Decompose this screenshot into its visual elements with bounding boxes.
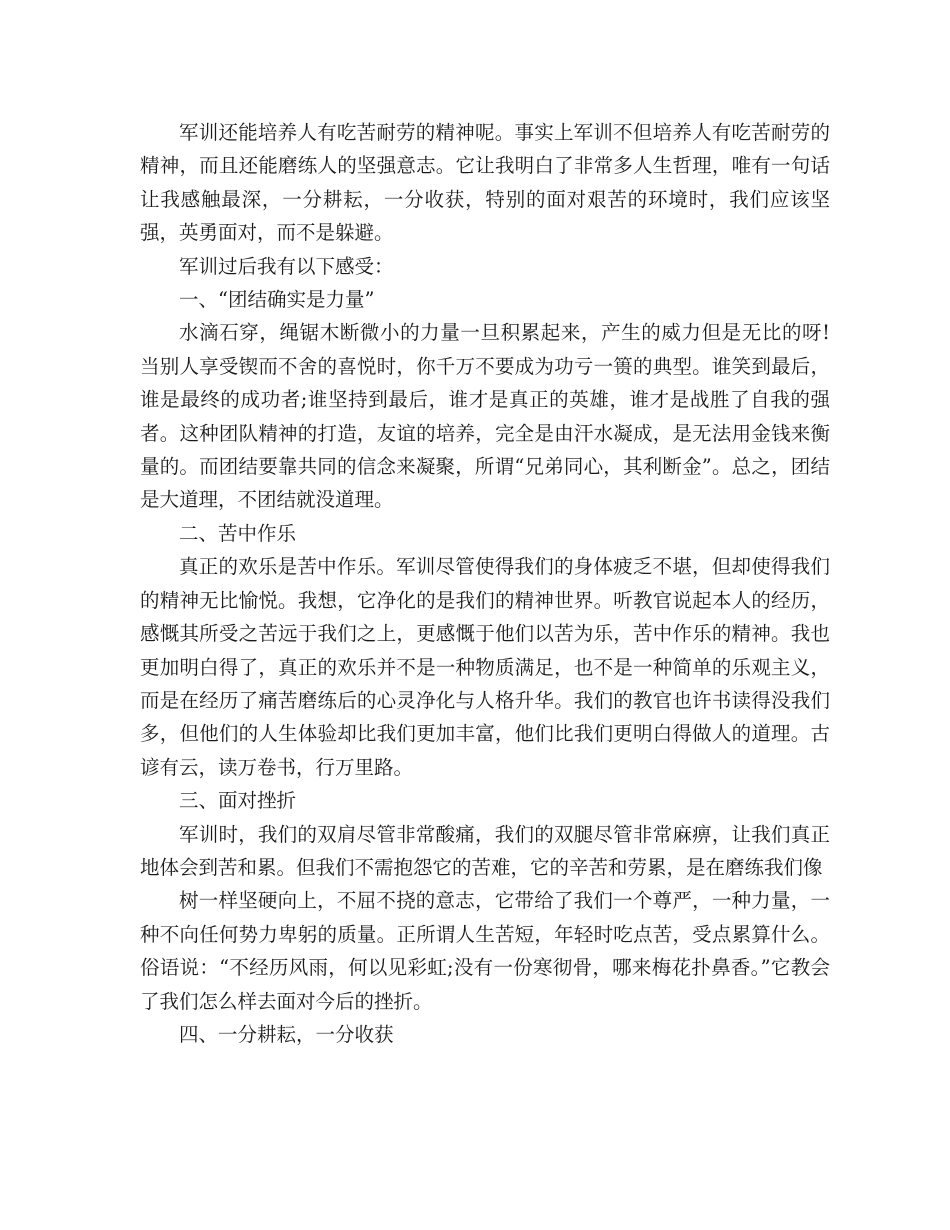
paragraph-facing-setbacks-continued: 树一样坚硬向上，不屈不挠的意志，它带给了我们一个尊严，一种力量，一种不向任何势力卑躬的质量。正所谓人生苦短，年轻时吃点苦，受点累算什么。俗语说：“不经历风雨，何以见彩虹;没有一份寒彻骨，哪来梅花扑鼻香。”它教会了我们怎么样去面对今后的挫折。 <box>140 889 830 1013</box>
section-heading-facing-setbacks: 三、面对挫折 <box>179 789 297 813</box>
section-heading-joy-in-hardship: 二、苦中作乐 <box>179 521 297 545</box>
document-body <box>140 116 830 1051</box>
paragraph-joy-in-hardship: 真正的欢乐是苦中作乐。军训尽管使得我们的身体疲乏不堪，但却使得我们的精神无比愉悦。我想，它净化的是我们的精神世界。听教官说起本人的经历，感慨其所受之苦远于我们之上，更感慨于他们以苦为乐，苦中作乐的精神。我也更加明白得了，真正的欢乐并不是一种物质满足，也不是一种简单的乐观主义，而是在经历了痛苦磨练后的心灵净化与人格升华。我们的教官也许书读得没我们多，但他们的人生体验却比我们更加丰富，他们比我们更明白得做人的道理。古谚有云，读万卷书，行万里路。 <box>140 555 830 779</box>
section-heading-effort-reward: 四、一分耕耘，一分收获 <box>179 1022 394 1046</box>
paragraph-feelings-lead: 军训过后我有以下感受： <box>179 254 394 278</box>
paragraph-intro: 军训还能培养人有吃苦耐劳的精神呢。事实上军训不但培养人有吃苦耐劳的精神，而且还能磨练人的坚强意志。它让我明白了非常多人生哲理，唯有一句话让我感触最深，一分耕耘，一分收获，特别的面对艰苦的环境时，我们应该坚强，英勇面对，而不是躲避。 <box>140 121 830 245</box>
section-heading-unity: 一、“团结确实是力量” <box>179 288 375 312</box>
paragraph-facing-setbacks: 军训时，我们的双肩尽管非常酸痛，我们的双腿尽管非常麻痹，让我们真正地体会到苦和累。但我们不需抱怨它的苦难，它的辛苦和劳累，是在磨练我们像 <box>140 822 830 879</box>
paragraph-unity: 水滴石穿，绳锯木断微小的力量一旦积累起来，产生的威力但是无比的呀!当别人享受锲而不舍的喜悦时，你千万不要成为功亏一篑的典型。谁笑到最后，谁是最终的成功者;谁坚持到最后，谁才是真正的英雄，谁才是战胜了自我的强者。这种团队精神的打造，友谊的培养，完全是由汗水凝成，是无法用金钱来衡量的。而团结要靠共同的信念来凝聚，所谓“兄弟同心，其利断金”。总之，团结是大道理，不团结就没道理。 <box>140 321 830 512</box>
